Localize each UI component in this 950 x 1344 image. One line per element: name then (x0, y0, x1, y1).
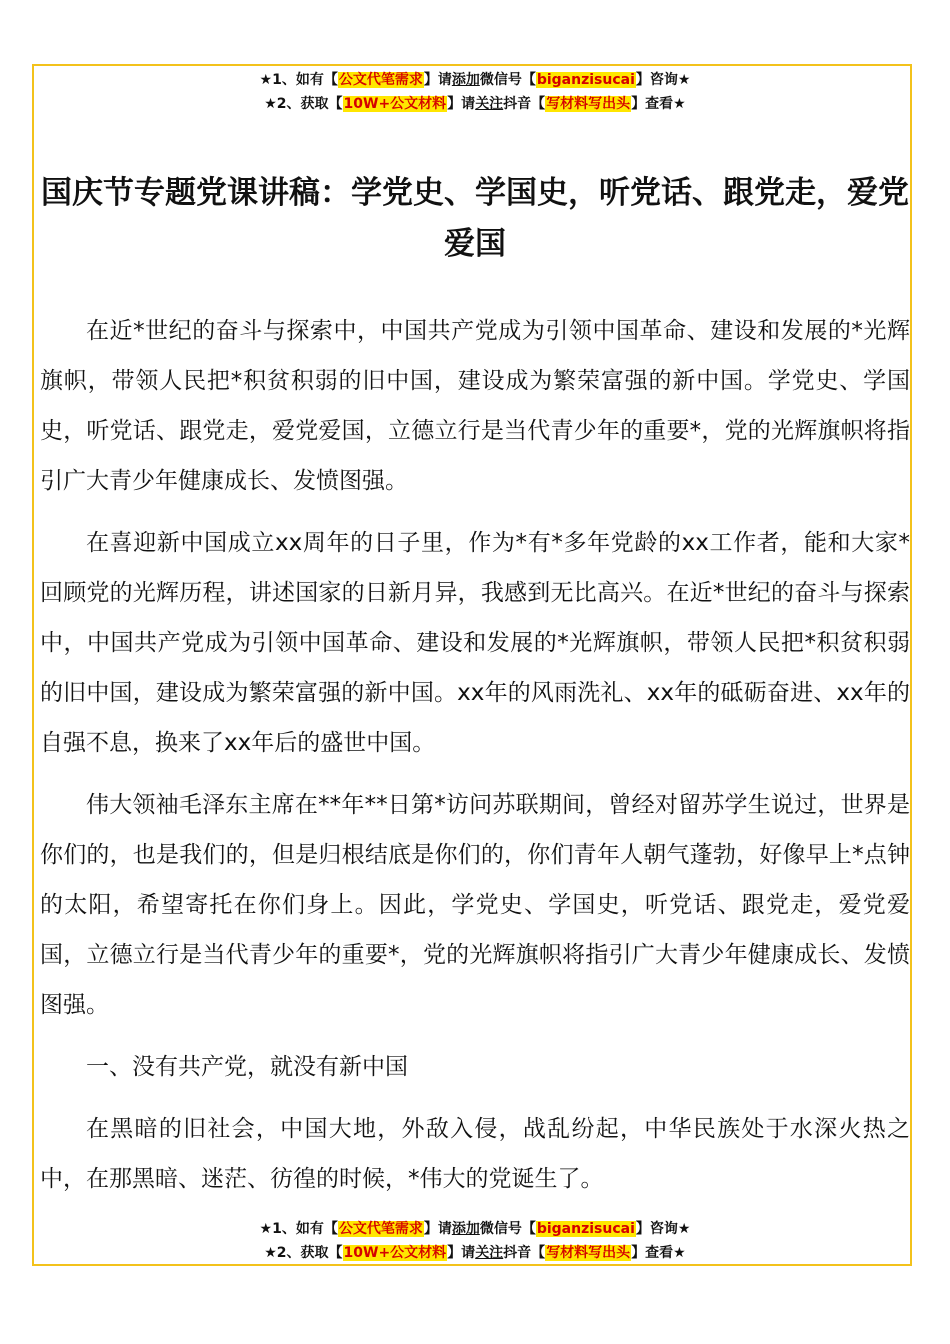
banner-text: 】查看★ (631, 1245, 686, 1261)
banner-text: 】请 (447, 1245, 476, 1261)
banner-highlight: 写材料写出头 (546, 96, 631, 112)
banner-text: 】请 (447, 96, 476, 112)
section-heading: 一、没有共产党，就没有新中国 (86, 1054, 408, 1080)
banner-text: ★2、获取【 (264, 96, 343, 112)
banner-text: ★2、获取【 (264, 1245, 343, 1261)
top-banner (0, 68, 950, 116)
banner-line-2 (0, 1241, 950, 1265)
paragraph: 在黑暗的旧社会，中国大地，外敌入侵，战乱纷起，中华民族处于水深火热之中，在那黑暗、迷茫、彷徨的时候，*伟大的党诞生了。 (40, 1116, 910, 1192)
banner-line-1 (0, 68, 950, 92)
banner-text: ★1、如有【 (259, 1221, 338, 1237)
banner-text: 】请 (423, 1221, 452, 1237)
banner-highlight: biganzisucai (536, 1221, 635, 1237)
document-title: 国庆节专题党课讲稿：学党史、学国史，听党话、跟党走，爱党爱国 (41, 175, 909, 262)
banner-highlight: 10W+公文材料 (343, 1245, 447, 1261)
banner-emphasis: 添加 (451, 72, 480, 88)
banner-emphasis: 添加 (451, 1221, 480, 1237)
banner-line-1 (0, 1217, 950, 1241)
paragraph: 在喜迎新中国成立xx周年的日子里，作为*有*多年党龄的xx工作者，能和大家*回顾党的光辉历程，讲述国家的日新月异，我感到无比高兴。在近*世纪的奋斗与探索中，中国共产党成为引领中国革命、建设和发展的*光辉旗帜，带领人民把*积贫积弱的旧中国，建设成为繁荣富强的新中国。xx年的风雨洗礼、xx年的砥砺奋进、xx年的自强不息，换来了xx年后的盛世中国。 (40, 530, 911, 756)
banner-highlight: 写材料写出头 (546, 1245, 631, 1261)
banner-text: 微信号【 (479, 1221, 536, 1237)
banner-highlight: 公文代笔需求 (338, 1221, 423, 1237)
banner-text: 】请 (423, 72, 452, 88)
banner-text: 】查看★ (631, 96, 686, 112)
bottom-banner (0, 1217, 950, 1265)
banner-text: 微信号【 (479, 72, 536, 88)
banner-emphasis: 关注 (475, 1245, 504, 1261)
banner-highlight: 10W+公文材料 (343, 96, 447, 112)
banner-line-2 (0, 92, 950, 116)
banner-text: 抖音【 (503, 1245, 546, 1261)
banner-text: 抖音【 (503, 96, 546, 112)
banner-highlight: 公文代笔需求 (338, 72, 423, 88)
document-body (40, 306, 910, 1216)
banner-text: ★1、如有【 (259, 72, 338, 88)
banner-text: 】咨询★ (635, 1221, 691, 1237)
banner-text: 】咨询★ (635, 72, 691, 88)
paragraph: 在近*世纪的奋斗与探索中，中国共产党成为引领中国革命、建设和发展的*光辉旗帜，带领人民把*积贫积弱的旧中国，建设成为繁荣富强的新中国。学党史、学国史，听党话、跟党走，爱党爱国，立德立行是当代青少年的重要*，党的光辉旗帜将指引广大青少年健康成长、发愤图强。 (40, 318, 910, 494)
paragraph: 伟大领袖毛泽东主席在**年**日第*访问苏联期间，曾经对留苏学生说过，世界是你们的，也是我们的，但是归根结底是你们的，你们青年人朝气蓬勃，好像早上*点钟的太阳，希望寄托在你们身上。因此，学党史、学国史，听党话、跟党走，爱党爱国，立德立行是当代青少年的重要*，党的光辉旗帜将指引广大青少年健康成长、发愤图强。 (40, 792, 910, 1018)
banner-highlight: biganzisucai (536, 72, 635, 88)
banner-emphasis: 关注 (475, 96, 504, 112)
